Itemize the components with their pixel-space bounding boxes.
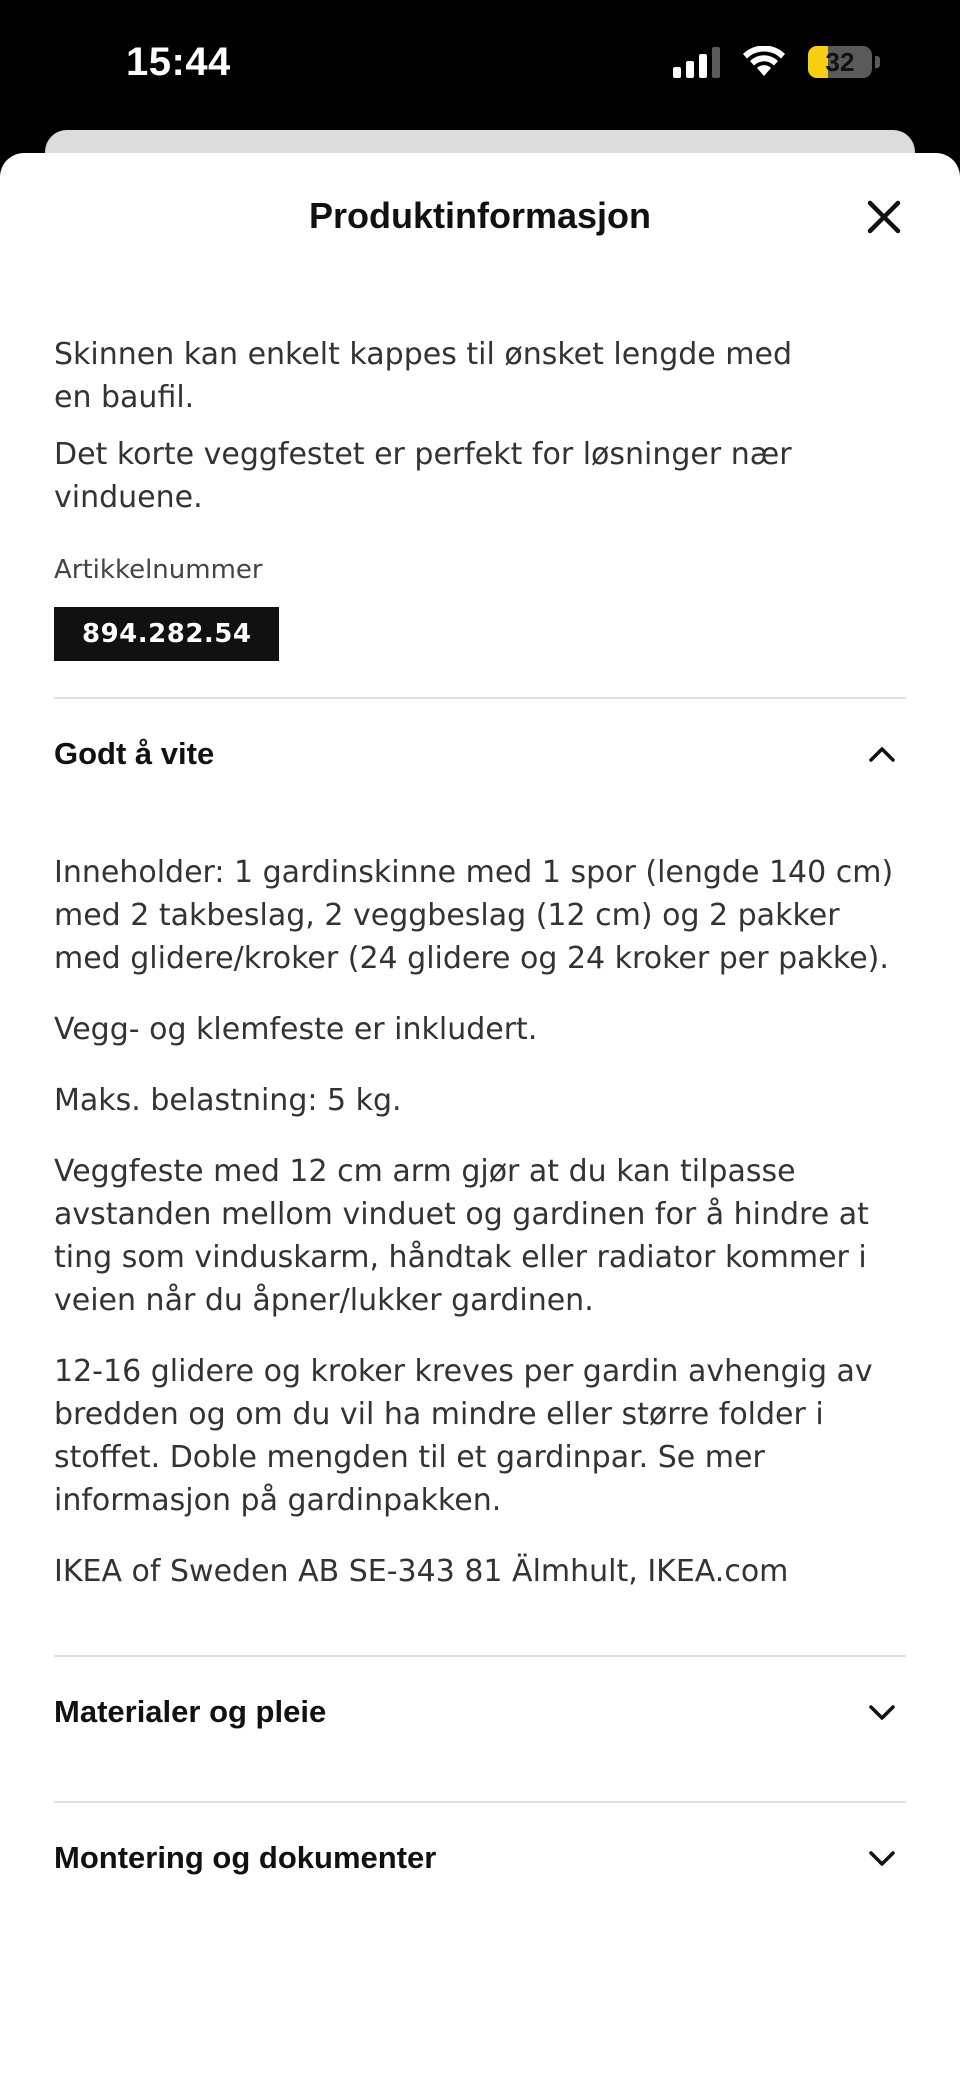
- info-paragraph: Veggfeste med 12 cm arm gjør at du kan tilpasse avstanden mellom vinduet og gardinen for å hindre at ting som vinduskarm, håndtak eller radiator kommer i veien når du åpner/lukker gardinen.: [54, 1154, 869, 1318]
- info-paragraph: Maks. belastning: 5 kg.: [54, 1083, 402, 1118]
- sheet-header: [0, 153, 960, 283]
- accordion-good-to-know[interactable]: [54, 699, 906, 809]
- chevron-down-icon: [866, 1842, 898, 1874]
- chevron-down-icon: [866, 1696, 898, 1728]
- accordion-title: Materialer og pleie: [54, 1694, 327, 1729]
- product-description: [54, 333, 906, 519]
- info-paragraph: Vegg- og klemfeste er inkludert.: [54, 1012, 538, 1047]
- battery-cap: [875, 56, 880, 68]
- accordion-title: Godt å vite: [54, 736, 215, 771]
- info-paragraph: IKEA of Sweden AB SE-343 81 Älmhult, IKEA.com: [54, 1554, 789, 1589]
- status-time: 15:44: [126, 40, 231, 84]
- cellular-signal-icon: [673, 46, 720, 78]
- description-paragraph: Det korte veggfestet er perfekt for løsninger nær vinduene.: [54, 437, 792, 515]
- info-paragraph: 12-16 glidere og kroker kreves per gardin avhengig av bredden og om du vil ha mindre eller større folder i stoffet. Doble mengden til et gardinpar. Se mer informasjon på gardinpakken.: [54, 1354, 873, 1518]
- close-icon: [867, 200, 901, 234]
- chevron-up-icon: [866, 738, 898, 770]
- battery-icon: [808, 46, 872, 78]
- article-number-badge: 894.282.54: [54, 607, 279, 661]
- sheet-title: Produktinformasjon: [308, 195, 652, 236]
- accordion-title: Montering og dokumenter: [54, 1840, 437, 1875]
- product-info-sheet: [0, 153, 960, 2081]
- battery-level: 32: [825, 46, 855, 77]
- article-number-label: Artikkelnummer: [54, 555, 263, 585]
- sheet-content: [54, 333, 906, 1913]
- wifi-icon: [742, 46, 786, 78]
- description-paragraph: Skinnen kan enkelt kappes til ønsket lengde med en baufil.: [54, 337, 793, 415]
- accordion-materials-care[interactable]: [54, 1657, 906, 1767]
- status-icons: [673, 46, 880, 78]
- status-bar: [0, 0, 960, 135]
- accordion-assembly-documents[interactable]: [54, 1803, 906, 1913]
- close-button[interactable]: [860, 193, 908, 241]
- info-paragraph: Inneholder: 1 gardinskinne med 1 spor (lengde 140 cm) med 2 takbeslag, 2 veggbeslag (12 cm) og 2 pakker med glidere/kroker (24 glidere og 24 kroker per pakke).: [54, 855, 894, 976]
- good-to-know-content: [54, 851, 906, 1593]
